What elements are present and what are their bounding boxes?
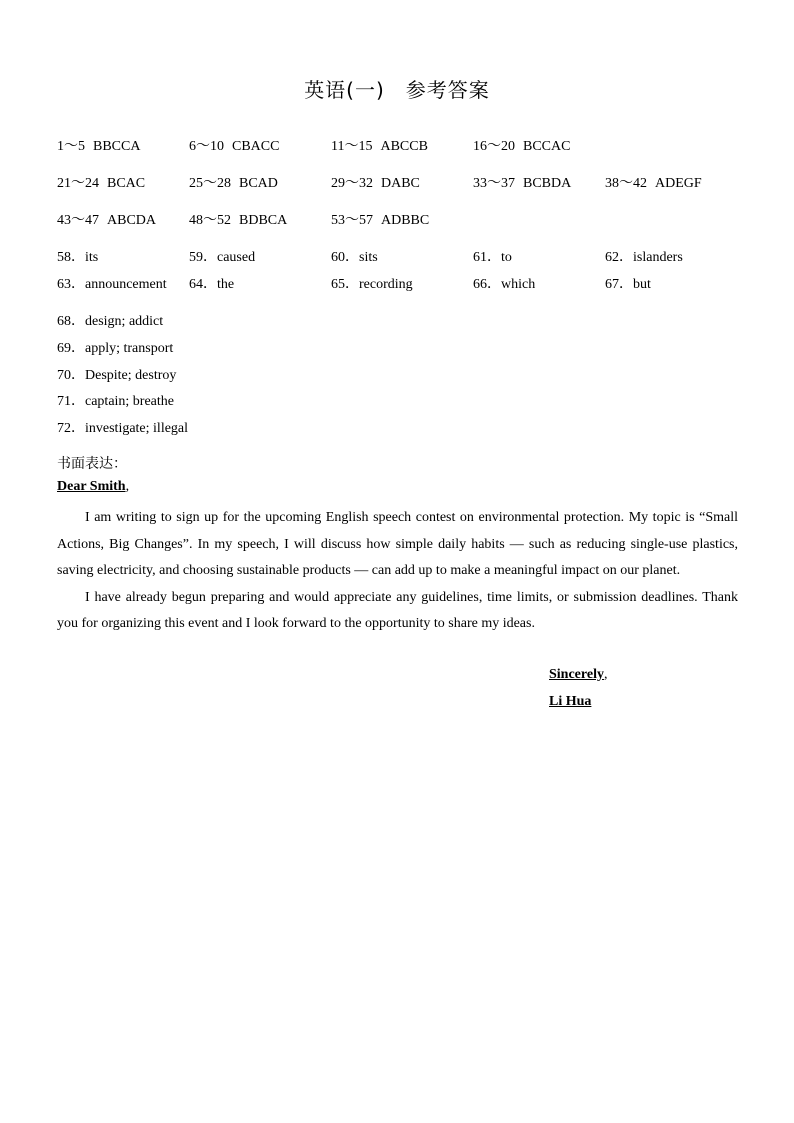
mc-range: 43～47 [57,213,99,228]
mc-answer: BCAC [107,176,146,191]
blank-item [57,273,167,293]
blank-item [331,246,378,266]
item-number: 58． [57,250,85,265]
salutation [57,479,129,495]
mc-range: 38～42 [605,176,647,191]
mc-range: 25～28 [189,176,231,191]
word-answer-71 [57,390,174,410]
closing-word: Sincerely [549,667,604,682]
item-answer: which [501,277,536,292]
signature-name: Li Hua [549,694,592,709]
mc-group [473,172,571,192]
item-answer: apply; transport [85,341,174,356]
mc-answer: BCCAC [523,139,571,154]
blank-item [473,246,512,266]
mc-answer: ADBBC [381,213,430,228]
mc-answer: BCAD [239,176,278,191]
blank-item [189,246,255,266]
item-number: 72． [57,421,85,436]
mc-range: 6～10 [189,139,224,154]
blank-item [189,273,234,293]
item-answer: but [633,277,651,292]
item-answer: design; addict [85,314,164,329]
blank-item [57,246,98,266]
mc-range: 1～5 [57,139,85,154]
item-number: 63． [57,277,85,292]
word-answer-70 [57,364,176,384]
mc-answer: BCBDA [523,176,572,191]
writing-heading: 书面表达： [57,456,127,472]
item-answer: to [501,250,512,265]
salutation-punct: , [125,479,130,494]
item-answer: caused [217,250,256,265]
item-number: 61． [473,250,501,265]
item-number: 67． [605,277,633,292]
word-answer-68 [57,310,163,330]
mc-range: 21～24 [57,176,99,191]
item-answer: Despite; destroy [85,368,177,383]
mc-range: 33～37 [473,176,515,191]
blank-item [605,273,651,293]
mc-answer: BDBCA [239,213,288,228]
item-answer: investigate; illegal [85,421,189,436]
mc-group [189,135,279,155]
item-number: 69． [57,341,85,356]
mc-group [57,172,145,192]
mc-range: 11～15 [331,139,373,154]
mc-answer: ADEGF [655,176,702,191]
closing-punct: , [603,667,608,682]
item-number: 70． [57,368,85,383]
mc-range: 16～20 [473,139,515,154]
item-number: 62． [605,250,633,265]
mc-group [331,209,429,229]
signature [549,694,591,710]
letter-body [57,505,738,638]
item-answer: recording [359,277,413,292]
mc-answer: ABCDA [107,213,157,228]
letter-paragraph: I have already begun preparing and would appreciate any guidelines, time limits, or submission deadlines. Thank you for organizing this event and I look forward to the opportunity to share my ideas. [57,589,738,631]
item-number: 59． [189,250,217,265]
mc-group [189,172,278,192]
item-number: 68． [57,314,85,329]
mc-group [57,209,156,229]
mc-answer: DABC [381,176,420,191]
item-answer: captain; breathe [85,394,175,409]
mc-range: 29～32 [331,176,373,191]
item-number: 60． [331,250,359,265]
word-answer-69 [57,337,173,357]
item-answer: the [217,277,235,292]
item-number: 64． [189,277,217,292]
item-number: 65． [331,277,359,292]
mc-range: 53～57 [331,213,373,228]
blank-item [473,273,535,293]
mc-answer: CBACC [232,139,280,154]
mc-group [57,135,140,155]
mc-answer: BBCCA [93,139,141,154]
mc-group [473,135,570,155]
item-number: 71． [57,394,85,409]
mc-answer: ABCCB [380,139,428,154]
blank-item [331,273,413,293]
page-title: 英语(一) 参考答案 [304,78,490,102]
item-answer: sits [359,250,378,265]
mc-group [605,172,702,192]
mc-group [189,209,287,229]
closing [549,667,607,683]
item-answer: its [85,250,99,265]
item-number: 66． [473,277,501,292]
letter-paragraph: I am writing to sign up for the upcoming English speech contest on environmental protection. My topic is “Small Actions, Big Changes”. In my speech, I will discuss how simple daily habits — such as reducing single-use plastics, saving electricity, and choosing sustainable products — can add up to make a meaningful impact on our planet. [57,510,738,578]
word-answer-72 [57,417,188,437]
mc-group [331,135,428,155]
mc-range: 48～52 [189,213,231,228]
item-answer: islanders [633,250,683,265]
salutation-name: Dear Smith [57,479,126,494]
mc-group [331,172,420,192]
blank-item [605,246,683,266]
item-answer: announcement [85,277,167,292]
